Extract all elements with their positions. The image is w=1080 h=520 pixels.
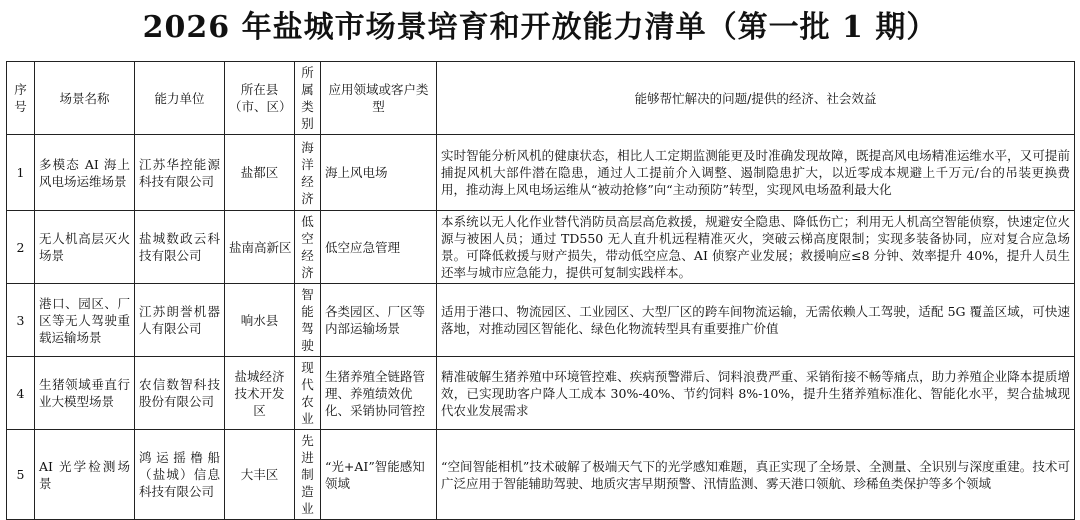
row-benefit: “空间智能相机”技术破解了极端天气下的光学感知难题，真正实现了全场景、全测量、全识别与深度重建。技术可广泛应用于智能辅助驾驶、地质灾害早期预警、汛情监测、雾天港口领航、珍稀鱼类保护等多个领域 <box>437 430 1075 520</box>
header-name: 场景名称 <box>35 62 135 135</box>
row-county: 响水县 <box>225 284 295 357</box>
row-unit: 盐城数政云科技有限公司 <box>135 211 225 284</box>
row-benefit: 适用于港口、物流园区、工业园区、大型厂区的跨车间物流运输，无需依赖人工驾驶，适配 5G 覆盖区域，可快速落地，对推动园区智能化、绿色化物流转型具有重要推广价值 <box>437 284 1075 357</box>
row-county: 盐南高新区 <box>225 211 295 284</box>
row-index: 1 <box>7 135 35 211</box>
header-unit: 能力单位 <box>135 62 225 135</box>
row-county: 大丰区 <box>225 430 295 520</box>
header-county: 所在县（市、区） <box>225 62 295 135</box>
row-scenario-name: 无人机高层灭火场景 <box>35 211 135 284</box>
table-header-row <box>7 62 1075 135</box>
row-scenario-name: AI 光学检测场景 <box>35 430 135 520</box>
row-category: 海洋经济 <box>295 135 321 211</box>
table-row <box>7 211 1075 284</box>
row-index: 4 <box>7 357 35 430</box>
row-unit: 农信数智科技股份有限公司 <box>135 357 225 430</box>
row-unit: 江苏朗誉机器人有限公司 <box>135 284 225 357</box>
row-benefit: 本系统以无人化作业替代消防员高层高危救援，规避安全隐患、降低伤亡；利用无人机高空智能侦察，快速定位火源与被困人员；通过 TD550 无人直升机远程精准灭火，突破云梯高度限制；实现多装备协同，应对复合应急场景。可降低救援与财产损失，带动低空应急、AI 侦察产业发展；救援响应≤8 分钟、效率提升 40%，提升人员生还率与城市应急能力，提供可复制实践样本。 <box>437 211 1075 284</box>
header-benefit: 能够帮忙解决的问题/提供的经济、社会效益 <box>437 62 1075 135</box>
page-title: 2026 年盐城市场景培育和开放能力清单（第一批 1 期） <box>142 10 938 45</box>
row-application: 低空应急管理 <box>321 211 437 284</box>
row-scenario-name: 多模态 AI 海上风电场运维场景 <box>35 135 135 211</box>
row-application: 各类园区、厂区等内部运输场景 <box>321 284 437 357</box>
row-unit: 江苏华控能源科技有限公司 <box>135 135 225 211</box>
row-index: 5 <box>7 430 35 520</box>
table-row <box>7 430 1075 520</box>
row-scenario-name: 港口、园区、厂区等无人驾驶重载运输场景 <box>35 284 135 357</box>
row-county: 盐都区 <box>225 135 295 211</box>
row-category: 现代农业 <box>295 357 321 430</box>
header-application: 应用领域或客户类型 <box>321 62 437 135</box>
row-application: “光+AI”智能感知领域 <box>321 430 437 520</box>
table-row <box>7 284 1075 357</box>
row-category: 智能驾驶 <box>295 284 321 357</box>
row-scenario-name: 生猪领域垂直行业大模型场景 <box>35 357 135 430</box>
scenario-table <box>6 61 1075 520</box>
row-index: 3 <box>7 284 35 357</box>
row-category: 先进制造业 <box>295 430 321 520</box>
row-benefit: 精准破解生猪养殖中环境管控难、疾病预警滞后、饲料浪费严重、采销衔接不畅等痛点，助力养殖企业降本提质增效，已实现助客户降人工成本 30%-40%、节约饲料 8%-10%，提升生猪养殖标准化、智能化水平，契合盐城现代农业发展需求 <box>437 357 1075 430</box>
row-category: 低空经济 <box>295 211 321 284</box>
table-row <box>7 357 1075 430</box>
row-unit: 鸿运摇橹船（盐城）信息科技有限公司 <box>135 430 225 520</box>
header-index: 序号 <box>7 62 35 135</box>
header-category: 所属类别 <box>295 62 321 135</box>
row-index: 2 <box>7 211 35 284</box>
row-benefit: 实时智能分析风机的健康状态，相比人工定期监测能更及时准确发现故障，既提高风电场精准运维水平，又可提前捕捉风机大部件潜在隐患，通过人工提前介入调整、遏制隐患扩大，以近零成本规避上千万元/台的吊装更换费用，推动海上风电场运维从“被动抢修”向“主动预防”转型，实现风电场盈利最大化 <box>437 135 1075 211</box>
table-row <box>7 135 1075 211</box>
row-county: 盐城经济技术开发区 <box>225 357 295 430</box>
row-application: 海上风电场 <box>321 135 437 211</box>
row-application: 生猪养殖全链路管理、养殖绩效优化、采销协同管控 <box>321 357 437 430</box>
